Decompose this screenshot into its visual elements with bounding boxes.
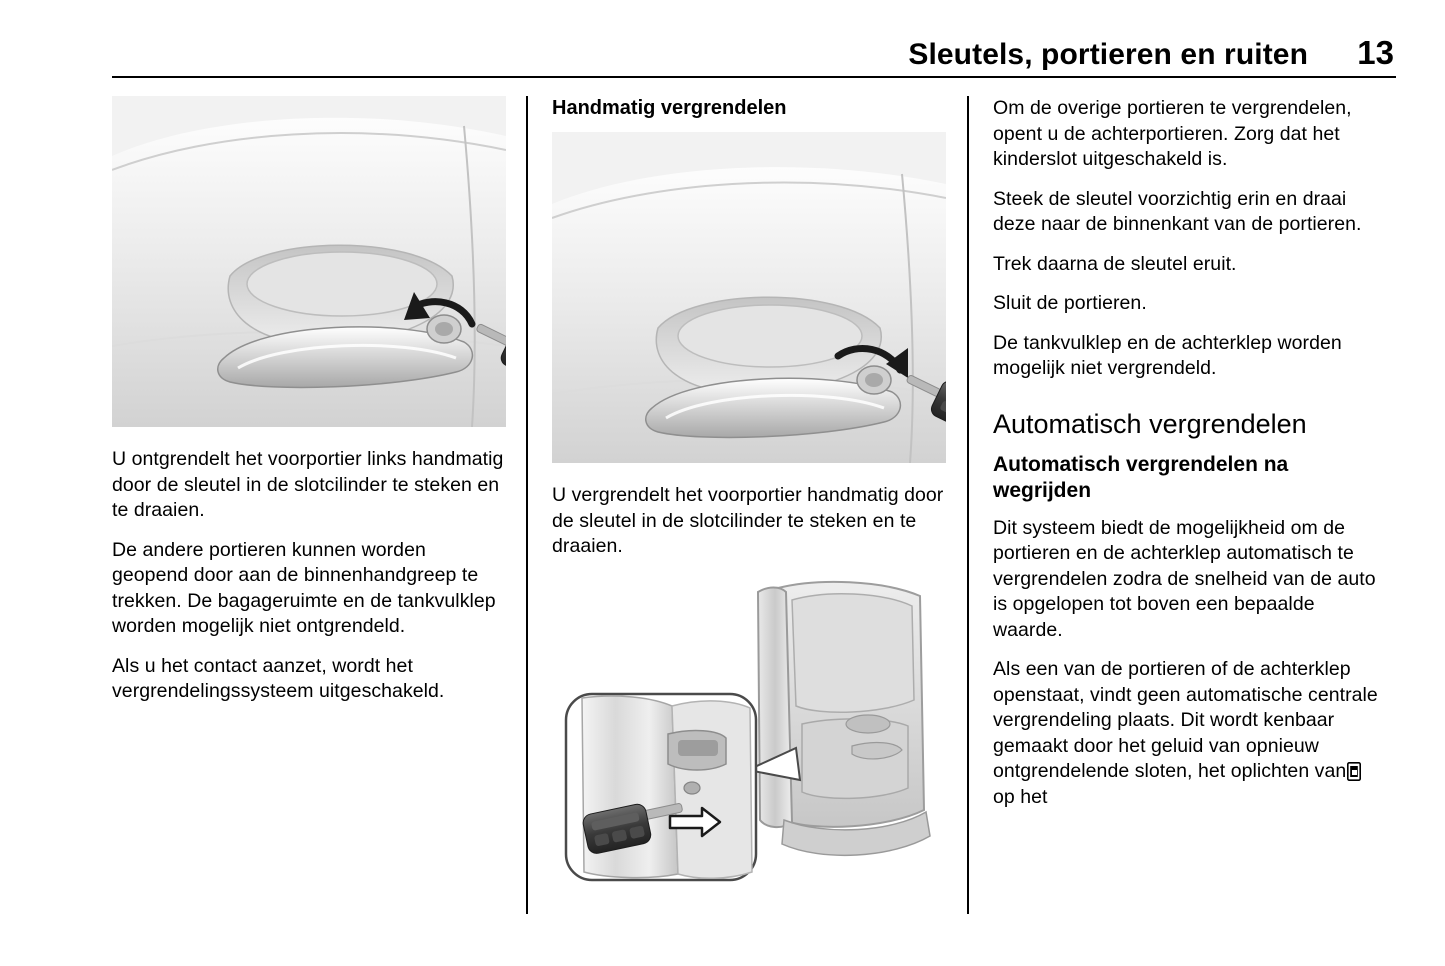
figure-unlock-front-door xyxy=(112,96,506,427)
paragraph: De tankvulklep en de achterklep worden mogelijk niet vergrendeld. xyxy=(993,331,1342,379)
door-lock-indicator-icon xyxy=(1347,762,1361,781)
column-middle xyxy=(552,96,946,894)
paragraph: Als u het contact aanzet, wordt het vergrendelingssysteem uitgeschakeld. xyxy=(112,654,445,702)
figure-emergency-lock-detail xyxy=(552,574,946,894)
paragraph: U ontgrendelt het voorportier links handmatig door de sleutel in de slotcilinder te steken en te draaien. xyxy=(112,448,504,521)
heading-automatic-locking: Automatisch vergrendelen xyxy=(993,408,1307,439)
figure-lock-front-door xyxy=(552,132,946,463)
page-header xyxy=(112,34,1394,72)
paragraph: Dit systeem biedt de mogelijkheid om de portieren en de achterklep automatisch te vergrendelen zodra de snelheid van de auto is opgelopen tot boven een bepaalde waarde. xyxy=(993,516,1376,641)
paragraph: Steek de sleutel voorzichtig erin en draai deze naar de binnenkant van de portieren. xyxy=(993,187,1362,235)
paragraph: Om de overige portieren te vergrendelen, opent u de achterportieren. Zorg dat het kinderslot uitgeschakeld is. xyxy=(993,97,1352,170)
header-divider xyxy=(112,76,1396,78)
column-right xyxy=(993,96,1387,810)
door-handle-unlock-illustration xyxy=(112,96,506,427)
paragraph-text: Als een van de portieren of de achterklep openstaat, vindt geen automatische centrale vergrendeling plaats. Dit wordt kenbaar gemaakt door het geluid van opnieuw ontgrendelende sloten, het oplichten van xyxy=(993,658,1378,782)
paragraph: U vergrendelt het voorportier handmatig door de sleutel in de slotcilinder te steken en te draaien. xyxy=(552,484,944,557)
paragraph: De andere portieren kunnen worden geopend door aan de binnenhandgreep te trekken. De bagageruimte en de tankvulklep worden mogelijk niet ontgrendeld. xyxy=(112,538,496,637)
column-left xyxy=(112,96,506,705)
paragraph: Sluit de portieren. xyxy=(993,292,1147,314)
page-number: 13 xyxy=(1357,34,1394,71)
heading-automatic-locking-after-driving-off: Automatisch vergrendelen na wegrijden xyxy=(993,452,1289,502)
paragraph-with-icon xyxy=(993,657,1387,810)
paragraph: Trek daarna de sleutel eruit. xyxy=(993,252,1237,275)
column-divider-1 xyxy=(526,96,528,914)
column-divider-2 xyxy=(967,96,969,914)
paragraph-tail: op het xyxy=(993,785,1048,808)
heading-manual-locking: Handmatig vergrendelen xyxy=(552,97,787,119)
door-handle-lock-illustration xyxy=(552,132,946,463)
page-title: Sleutels, portieren en ruiten xyxy=(908,38,1308,71)
door-edge-lock-illustration xyxy=(552,574,946,894)
